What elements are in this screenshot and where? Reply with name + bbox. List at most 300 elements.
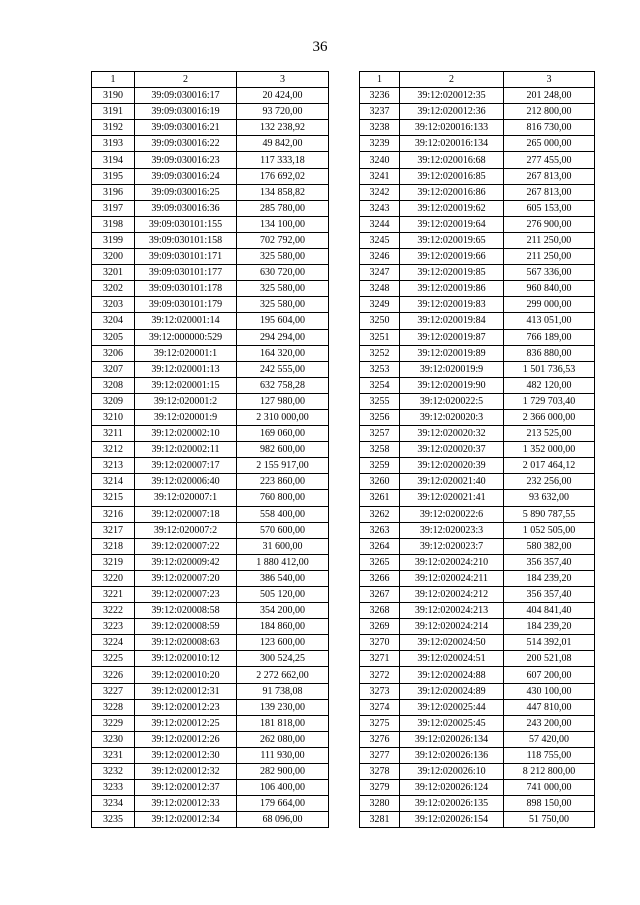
- value-cell: 766 189,00: [504, 329, 595, 345]
- table-row: [92, 812, 329, 828]
- row-number-cell: 3258: [360, 442, 400, 458]
- row-number-cell: 3196: [92, 184, 135, 200]
- value-cell: 243 200,00: [504, 715, 595, 731]
- value-cell: 195 604,00: [237, 313, 329, 329]
- value-cell: 184 860,00: [237, 619, 329, 635]
- table-row: [360, 635, 595, 651]
- cadastral-number-cell: 39:12:000000:529: [135, 329, 237, 345]
- cadastral-number-cell: 39:12:020007:18: [135, 506, 237, 522]
- row-number-cell: 3256: [360, 409, 400, 425]
- cadastral-number-cell: 39:12:020009:42: [135, 554, 237, 570]
- row-number-cell: 3261: [360, 490, 400, 506]
- value-cell: 232 256,00: [504, 474, 595, 490]
- table-row: [360, 780, 595, 796]
- table-row: [92, 747, 329, 763]
- cadastral-number-cell: 39:12:020024:51: [400, 651, 504, 667]
- value-cell: 605 153,00: [504, 200, 595, 216]
- value-cell: 213 525,00: [504, 426, 595, 442]
- cadastral-number-cell: 39:12:020006:40: [135, 474, 237, 490]
- cadastral-number-cell: 39:09:030016:24: [135, 168, 237, 184]
- cadastral-number-cell: 39:12:020008:63: [135, 635, 237, 651]
- cadastral-number-cell: 39:12:020019:87: [400, 329, 504, 345]
- row-number-cell: 3236: [360, 88, 400, 104]
- value-cell: 1 501 736,53: [504, 361, 595, 377]
- table-row: [360, 764, 595, 780]
- cadastral-number-cell: 39:12:020007:22: [135, 538, 237, 554]
- table-row: [360, 587, 595, 603]
- cadastral-number-cell: 39:12:020016:133: [400, 120, 504, 136]
- table-row: [360, 699, 595, 715]
- value-cell: 211 250,00: [504, 249, 595, 265]
- row-number-cell: 3244: [360, 216, 400, 232]
- table-row: [360, 393, 595, 409]
- table-row: [360, 490, 595, 506]
- table-row: [360, 297, 595, 313]
- table-row: [92, 120, 329, 136]
- value-cell: 356 357,40: [504, 554, 595, 570]
- cadastral-number-cell: 39:12:020019:84: [400, 313, 504, 329]
- row-number-cell: 3190: [92, 88, 135, 104]
- row-number-cell: 3211: [92, 426, 135, 442]
- table-row: [360, 715, 595, 731]
- row-number-cell: 3216: [92, 506, 135, 522]
- row-number-cell: 3191: [92, 104, 135, 120]
- table-row: [92, 345, 329, 361]
- value-cell: 741 000,00: [504, 780, 595, 796]
- value-cell: 960 840,00: [504, 281, 595, 297]
- table-row: [360, 731, 595, 747]
- value-cell: 447 810,00: [504, 699, 595, 715]
- row-number-cell: 3197: [92, 200, 135, 216]
- table-row: [92, 458, 329, 474]
- row-number-cell: 3271: [360, 651, 400, 667]
- cadastral-number-cell: 39:12:020001:1: [135, 345, 237, 361]
- table-row: [92, 426, 329, 442]
- row-number-cell: 3234: [92, 796, 135, 812]
- table-row: [360, 474, 595, 490]
- row-number-cell: 3230: [92, 731, 135, 747]
- value-cell: 982 600,00: [237, 442, 329, 458]
- table-row: [92, 522, 329, 538]
- row-number-cell: 3237: [360, 104, 400, 120]
- table-row: [92, 587, 329, 603]
- cadastral-number-cell: 39:12:020019:85: [400, 265, 504, 281]
- right-register-table: [359, 71, 595, 828]
- cadastral-number-cell: 39:12:020019:64: [400, 216, 504, 232]
- cadastral-number-cell: 39:12:020026:10: [400, 764, 504, 780]
- cadastral-number-cell: 39:09:030101:179: [135, 297, 237, 313]
- value-cell: 265 000,00: [504, 136, 595, 152]
- value-cell: 430 100,00: [504, 683, 595, 699]
- cadastral-number-cell: 39:12:020026:124: [400, 780, 504, 796]
- table-row: [92, 281, 329, 297]
- cadastral-number-cell: 39:12:020007:20: [135, 570, 237, 586]
- table-row: [360, 812, 595, 828]
- row-number-cell: 3228: [92, 699, 135, 715]
- cadastral-number-cell: 39:12:020019:89: [400, 345, 504, 361]
- row-number-cell: 3195: [92, 168, 135, 184]
- cadastral-number-cell: 39:12:020001:14: [135, 313, 237, 329]
- value-cell: 1 352 000,00: [504, 442, 595, 458]
- row-number-cell: 3223: [92, 619, 135, 635]
- cadastral-number-cell: 39:12:020012:23: [135, 699, 237, 715]
- cadastral-number-cell: 39:12:020022:5: [400, 393, 504, 409]
- value-cell: 702 792,00: [237, 232, 329, 248]
- value-cell: 356 357,40: [504, 587, 595, 603]
- cadastral-number-cell: 39:12:020001:13: [135, 361, 237, 377]
- cadastral-number-cell: 39:12:020026:136: [400, 747, 504, 763]
- value-cell: 118 755,00: [504, 747, 595, 763]
- row-number-cell: 3231: [92, 747, 135, 763]
- value-cell: 176 692,02: [237, 168, 329, 184]
- table-row: [360, 651, 595, 667]
- value-cell: 132 238,92: [237, 120, 329, 136]
- row-number-cell: 3243: [360, 200, 400, 216]
- value-cell: 139 230,00: [237, 699, 329, 715]
- value-cell: 836 880,00: [504, 345, 595, 361]
- value-cell: 413 051,00: [504, 313, 595, 329]
- table-row: [360, 88, 595, 104]
- table-row: [92, 796, 329, 812]
- cadastral-number-cell: 39:12:020024:50: [400, 635, 504, 651]
- value-cell: 8 212 800,00: [504, 764, 595, 780]
- value-cell: 106 400,00: [237, 780, 329, 796]
- row-number-cell: 3251: [360, 329, 400, 345]
- row-number-cell: 3238: [360, 120, 400, 136]
- row-number-cell: 3222: [92, 603, 135, 619]
- value-cell: 276 900,00: [504, 216, 595, 232]
- table-row: [360, 232, 595, 248]
- cadastral-number-cell: 39:12:020012:25: [135, 715, 237, 731]
- header-row: [92, 72, 329, 88]
- row-number-cell: 3270: [360, 635, 400, 651]
- cadastral-number-cell: 39:12:020026:134: [400, 731, 504, 747]
- row-number-cell: 3192: [92, 120, 135, 136]
- table-row: [360, 458, 595, 474]
- value-cell: 111 930,00: [237, 747, 329, 763]
- value-cell: 267 813,00: [504, 168, 595, 184]
- cadastral-number-cell: 39:12:020007:1: [135, 490, 237, 506]
- row-number-cell: 3281: [360, 812, 400, 828]
- value-cell: 2 310 000,00: [237, 409, 329, 425]
- value-cell: 123 600,00: [237, 635, 329, 651]
- row-number-cell: 3229: [92, 715, 135, 731]
- row-number-cell: 3269: [360, 619, 400, 635]
- cadastral-number-cell: 39:12:020008:59: [135, 619, 237, 635]
- value-cell: 285 780,00: [237, 200, 329, 216]
- table-row: [92, 506, 329, 522]
- value-cell: 632 758,28: [237, 377, 329, 393]
- cadastral-number-cell: 39:12:020001:9: [135, 409, 237, 425]
- table-row: [92, 409, 329, 425]
- table-row: [360, 603, 595, 619]
- table-row: [92, 667, 329, 683]
- row-number-cell: 3207: [92, 361, 135, 377]
- row-number-cell: 3246: [360, 249, 400, 265]
- row-number-cell: 3209: [92, 393, 135, 409]
- value-cell: 282 900,00: [237, 764, 329, 780]
- cadastral-number-cell: 39:12:020016:68: [400, 152, 504, 168]
- table-row: [92, 393, 329, 409]
- table-row: [92, 136, 329, 152]
- row-number-cell: 3268: [360, 603, 400, 619]
- row-number-cell: 3245: [360, 232, 400, 248]
- table-row: [92, 329, 329, 345]
- row-number-cell: 3212: [92, 442, 135, 458]
- value-cell: 386 540,00: [237, 570, 329, 586]
- value-cell: 558 400,00: [237, 506, 329, 522]
- row-number-cell: 3224: [92, 635, 135, 651]
- value-cell: 57 420,00: [504, 731, 595, 747]
- table-row: [360, 522, 595, 538]
- value-cell: 211 250,00: [504, 232, 595, 248]
- cadastral-number-cell: 39:12:020024:88: [400, 667, 504, 683]
- cadastral-number-cell: 39:12:020012:33: [135, 796, 237, 812]
- row-number-cell: 3210: [92, 409, 135, 425]
- cadastral-number-cell: 39:12:020024:214: [400, 619, 504, 635]
- row-number-cell: 3240: [360, 152, 400, 168]
- cadastral-number-cell: 39:12:020001:15: [135, 377, 237, 393]
- value-cell: 267 813,00: [504, 184, 595, 200]
- row-number-cell: 3278: [360, 764, 400, 780]
- table-row: [360, 329, 595, 345]
- table-row: [360, 683, 595, 699]
- header-col-3: 3: [237, 72, 329, 88]
- cadastral-number-cell: 39:12:020002:11: [135, 442, 237, 458]
- row-number-cell: 3248: [360, 281, 400, 297]
- row-number-cell: 3255: [360, 393, 400, 409]
- table-row: [360, 570, 595, 586]
- row-number-cell: 3273: [360, 683, 400, 699]
- row-number-cell: 3252: [360, 345, 400, 361]
- cadastral-number-cell: 39:12:020008:58: [135, 603, 237, 619]
- row-number-cell: 3199: [92, 232, 135, 248]
- value-cell: 134 100,00: [237, 216, 329, 232]
- row-number-cell: 3227: [92, 683, 135, 699]
- cadastral-number-cell: 39:12:020024:210: [400, 554, 504, 570]
- value-cell: 184 239,20: [504, 619, 595, 635]
- cadastral-number-cell: 39:12:020025:45: [400, 715, 504, 731]
- value-cell: 482 120,00: [504, 377, 595, 393]
- cadastral-number-cell: 39:12:020001:2: [135, 393, 237, 409]
- header-col-2: 2: [400, 72, 504, 88]
- cadastral-number-cell: 39:12:020007:17: [135, 458, 237, 474]
- value-cell: 514 392,01: [504, 635, 595, 651]
- value-cell: 404 841,40: [504, 603, 595, 619]
- value-cell: 134 858,82: [237, 184, 329, 200]
- cadastral-number-cell: 39:12:020021:40: [400, 474, 504, 490]
- value-cell: 242 555,00: [237, 361, 329, 377]
- table-row: [360, 506, 595, 522]
- value-cell: 2 366 000,00: [504, 409, 595, 425]
- table-row: [92, 168, 329, 184]
- cadastral-number-cell: 39:09:030016:17: [135, 88, 237, 104]
- cadastral-number-cell: 39:09:030016:36: [135, 200, 237, 216]
- table-row: [92, 442, 329, 458]
- table-row: [92, 377, 329, 393]
- value-cell: 49 842,00: [237, 136, 329, 152]
- table-row: [92, 619, 329, 635]
- table-row: [360, 184, 595, 200]
- header-col-3: 3: [504, 72, 595, 88]
- row-number-cell: 3200: [92, 249, 135, 265]
- cadastral-number-cell: 39:12:020020:39: [400, 458, 504, 474]
- cadastral-number-cell: 39:09:030016:19: [135, 104, 237, 120]
- cadastral-number-cell: 39:09:030016:25: [135, 184, 237, 200]
- row-number-cell: 3239: [360, 136, 400, 152]
- row-number-cell: 3193: [92, 136, 135, 152]
- cadastral-number-cell: 39:12:020026:135: [400, 796, 504, 812]
- row-number-cell: 3254: [360, 377, 400, 393]
- cadastral-number-cell: 39:12:020012:26: [135, 731, 237, 747]
- row-number-cell: 3221: [92, 587, 135, 603]
- table-row: [92, 780, 329, 796]
- cadastral-number-cell: 39:12:020019:66: [400, 249, 504, 265]
- row-number-cell: 3203: [92, 297, 135, 313]
- cadastral-number-cell: 39:12:020024:211: [400, 570, 504, 586]
- value-cell: 127 980,00: [237, 393, 329, 409]
- row-number-cell: 3267: [360, 587, 400, 603]
- table-row: [360, 747, 595, 763]
- row-number-cell: 3266: [360, 570, 400, 586]
- table-row: [360, 281, 595, 297]
- value-cell: 1 880 412,00: [237, 554, 329, 570]
- value-cell: 816 730,00: [504, 120, 595, 136]
- table-row: [360, 796, 595, 812]
- value-cell: 169 060,00: [237, 426, 329, 442]
- cadastral-number-cell: 39:12:020019:9: [400, 361, 504, 377]
- value-cell: 760 800,00: [237, 490, 329, 506]
- cadastral-number-cell: 39:12:020019:65: [400, 232, 504, 248]
- table-row: [92, 764, 329, 780]
- table-row: [360, 120, 595, 136]
- cadastral-number-cell: 39:12:020007:2: [135, 522, 237, 538]
- cadastral-number-cell: 39:09:030101:177: [135, 265, 237, 281]
- cadastral-number-cell: 39:12:020010:12: [135, 651, 237, 667]
- table-row: [360, 538, 595, 554]
- value-cell: 299 000,00: [504, 297, 595, 313]
- table-row: [92, 104, 329, 120]
- cadastral-number-cell: 39:12:020012:35: [400, 88, 504, 104]
- table-row: [92, 699, 329, 715]
- cadastral-number-cell: 39:12:020019:86: [400, 281, 504, 297]
- row-number-cell: 3220: [92, 570, 135, 586]
- cadastral-number-cell: 39:12:020007:23: [135, 587, 237, 603]
- cadastral-number-cell: 39:12:020002:10: [135, 426, 237, 442]
- value-cell: 294 294,00: [237, 329, 329, 345]
- table-row: [360, 409, 595, 425]
- table-row: [92, 570, 329, 586]
- value-cell: 898 150,00: [504, 796, 595, 812]
- row-number-cell: 3214: [92, 474, 135, 490]
- value-cell: 630 720,00: [237, 265, 329, 281]
- cadastral-number-cell: 39:12:020022:6: [400, 506, 504, 522]
- row-number-cell: 3259: [360, 458, 400, 474]
- row-number-cell: 3225: [92, 651, 135, 667]
- table-row: [92, 184, 329, 200]
- cadastral-number-cell: 39:12:020023:7: [400, 538, 504, 554]
- row-number-cell: 3215: [92, 490, 135, 506]
- row-number-cell: 3280: [360, 796, 400, 812]
- row-number-cell: 3194: [92, 152, 135, 168]
- cadastral-number-cell: 39:12:020012:36: [400, 104, 504, 120]
- row-number-cell: 3264: [360, 538, 400, 554]
- row-number-cell: 3242: [360, 184, 400, 200]
- value-cell: 179 664,00: [237, 796, 329, 812]
- cadastral-number-cell: 39:12:020010:20: [135, 667, 237, 683]
- cadastral-number-cell: 39:12:020024:213: [400, 603, 504, 619]
- table-row: [92, 152, 329, 168]
- row-number-cell: 3263: [360, 522, 400, 538]
- value-cell: 505 120,00: [237, 587, 329, 603]
- row-number-cell: 3233: [92, 780, 135, 796]
- table-row: [92, 683, 329, 699]
- value-cell: 325 580,00: [237, 249, 329, 265]
- value-cell: 164 320,00: [237, 345, 329, 361]
- value-cell: 567 336,00: [504, 265, 595, 281]
- value-cell: 2 017 464,12: [504, 458, 595, 474]
- table-row: [360, 152, 595, 168]
- row-number-cell: 3218: [92, 538, 135, 554]
- cadastral-number-cell: 39:12:020026:154: [400, 812, 504, 828]
- table-row: [360, 216, 595, 232]
- value-cell: 93 632,00: [504, 490, 595, 506]
- row-number-cell: 3202: [92, 281, 135, 297]
- row-number-cell: 3262: [360, 506, 400, 522]
- value-cell: 325 580,00: [237, 281, 329, 297]
- value-cell: 31 600,00: [237, 538, 329, 554]
- cadastral-number-cell: 39:12:020023:3: [400, 522, 504, 538]
- value-cell: 20 424,00: [237, 88, 329, 104]
- row-number-cell: 3279: [360, 780, 400, 796]
- cadastral-number-cell: 39:12:020024:212: [400, 587, 504, 603]
- row-number-cell: 3204: [92, 313, 135, 329]
- cadastral-number-cell: 39:12:020012:31: [135, 683, 237, 699]
- value-cell: 580 382,00: [504, 538, 595, 554]
- value-cell: 184 239,20: [504, 570, 595, 586]
- value-cell: 91 738,08: [237, 683, 329, 699]
- table-row: [92, 265, 329, 281]
- row-number-cell: 3226: [92, 667, 135, 683]
- value-cell: 117 333,18: [237, 152, 329, 168]
- cadastral-number-cell: 39:12:020020:3: [400, 409, 504, 425]
- table-row: [360, 200, 595, 216]
- cadastral-number-cell: 39:12:020012:32: [135, 764, 237, 780]
- value-cell: 300 524,25: [237, 651, 329, 667]
- cadastral-number-cell: 39:12:020019:90: [400, 377, 504, 393]
- value-cell: 212 800,00: [504, 104, 595, 120]
- table-row: [92, 490, 329, 506]
- row-number-cell: 3241: [360, 168, 400, 184]
- cadastral-number-cell: 39:09:030016:23: [135, 152, 237, 168]
- table-row: [92, 361, 329, 377]
- row-number-cell: 3250: [360, 313, 400, 329]
- value-cell: 262 080,00: [237, 731, 329, 747]
- table-row: [92, 216, 329, 232]
- table-row: [92, 715, 329, 731]
- row-number-cell: 3275: [360, 715, 400, 731]
- row-number-cell: 3276: [360, 731, 400, 747]
- value-cell: 354 200,00: [237, 603, 329, 619]
- table-row: [360, 136, 595, 152]
- cadastral-number-cell: 39:12:020012:30: [135, 747, 237, 763]
- cadastral-number-cell: 39:09:030016:22: [135, 136, 237, 152]
- row-number-cell: 3277: [360, 747, 400, 763]
- table-row: [360, 168, 595, 184]
- value-cell: 200 521,08: [504, 651, 595, 667]
- table-row: [360, 377, 595, 393]
- table-row: [92, 731, 329, 747]
